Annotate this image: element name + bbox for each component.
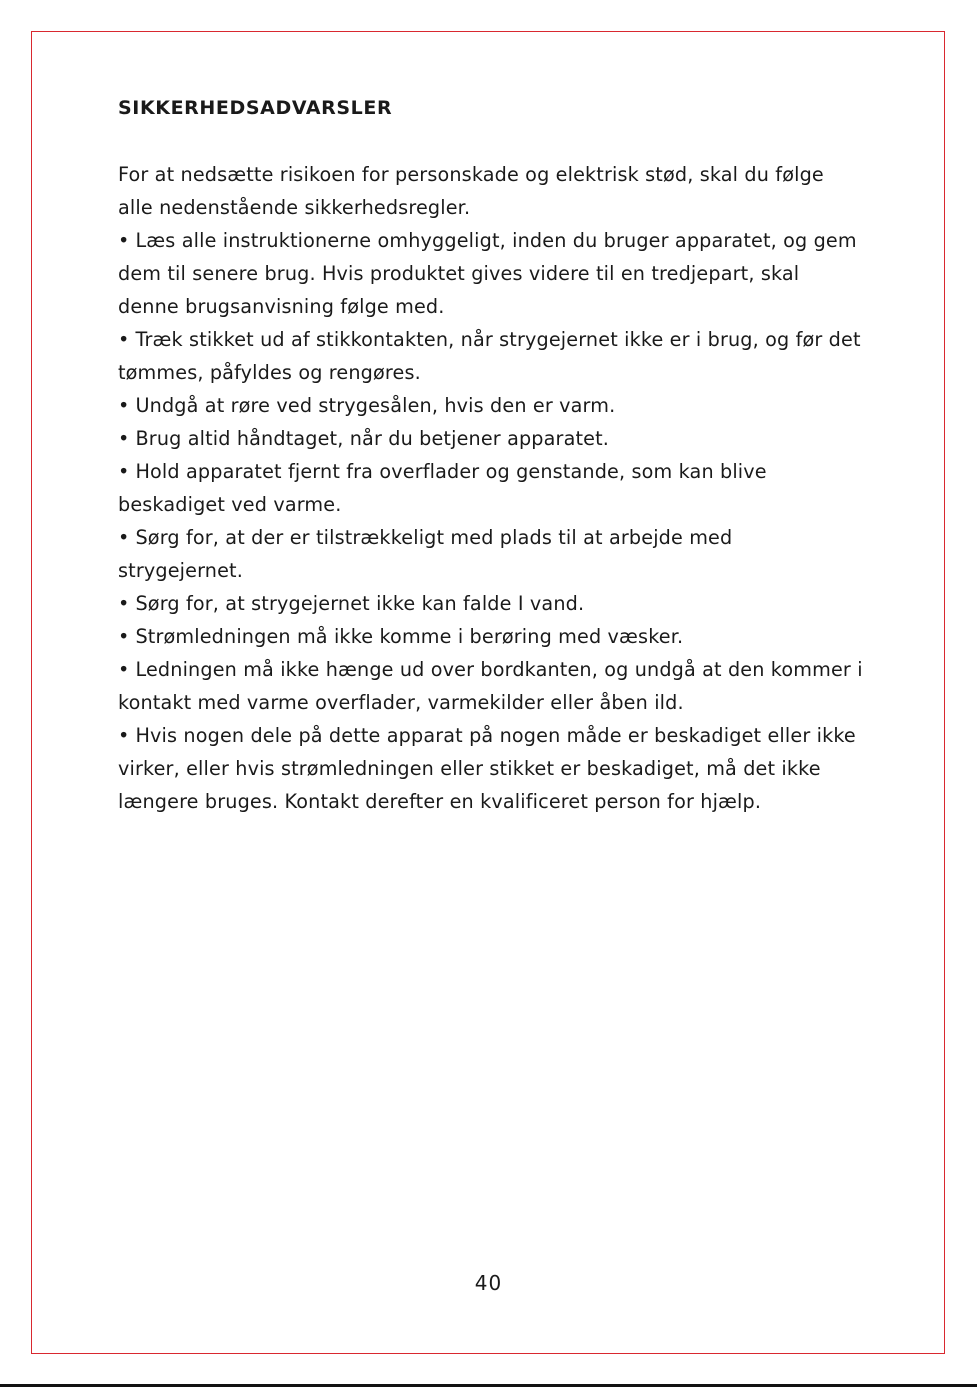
bullet-marker: • [118, 394, 130, 417]
page-content [118, 92, 863, 818]
bullet-marker: • [118, 724, 130, 747]
bullet-text: Sørg for, at der er tilstrækkeligt med plads til at arbejde med strygejernet. [118, 526, 733, 582]
bullet-text: Strømledningen må ikke komme i berøring med væsker. [135, 625, 684, 648]
page-number: 40 [474, 1271, 503, 1295]
bullet-text: Hvis nogen dele på dette apparat på nogen måde er beskadiget eller ikke virker, eller hvis strømledningen eller stikket er beskadiget, må det ikke længere bruges. Kontakt derefter en kvalificeret person for hjælp. [118, 724, 856, 813]
bullet-item [118, 323, 863, 389]
bullet-item [118, 587, 863, 620]
bullet-text: Træk stikket ud af stikkontakten, når strygejernet ikke er i brug, og før det tømmes, påfyldes og rengøres. [118, 328, 861, 384]
bullet-marker: • [118, 460, 130, 483]
bullet-marker: • [118, 328, 130, 351]
bullet-item [118, 455, 863, 521]
bullet-marker: • [118, 592, 130, 615]
bullet-item [118, 224, 863, 323]
bullet-item [118, 422, 863, 455]
bullet-item [118, 389, 863, 422]
bullet-marker: • [118, 526, 130, 549]
bullet-item [118, 620, 863, 653]
body-text [118, 158, 863, 818]
safety-bullet-list [118, 224, 863, 818]
bullet-marker: • [118, 229, 130, 252]
bullet-marker: • [118, 625, 130, 648]
bullet-marker: • [118, 427, 130, 450]
bullet-text: Hold apparatet fjernt fra overflader og genstande, som kan blive beskadiget ved varme. [118, 460, 767, 516]
bullet-marker: • [118, 658, 130, 681]
bullet-text: Sørg for, at strygejernet ikke kan falde I vand. [135, 592, 585, 615]
bullet-text: Undgå at røre ved strygesålen, hvis den er varm. [135, 394, 616, 417]
section-heading: SIKKERHEDSADVARSLER [118, 97, 393, 119]
bullet-item [118, 521, 863, 587]
bullet-text: Brug altid håndtaget, når du betjener apparatet. [135, 427, 610, 450]
bullet-text: Ledningen må ikke hænge ud over bordkanten, og undgå at den kommer i kontakt med varme overflader, varmekilder eller åben ild. [118, 658, 863, 714]
bullet-item [118, 653, 863, 719]
intro-paragraph: For at nedsætte risikoen for personskade og elektrisk stød, skal du følge alle nedenstående sikkerhedsregler. [118, 163, 824, 219]
bullet-text: Læs alle instruktionerne omhyggeligt, inden du bruger apparatet, og gem dem til senere brug. Hvis produktet gives videre til en tredjepart, skal denne brugsanvisning følge med. [118, 229, 857, 318]
bullet-item [118, 719, 863, 818]
